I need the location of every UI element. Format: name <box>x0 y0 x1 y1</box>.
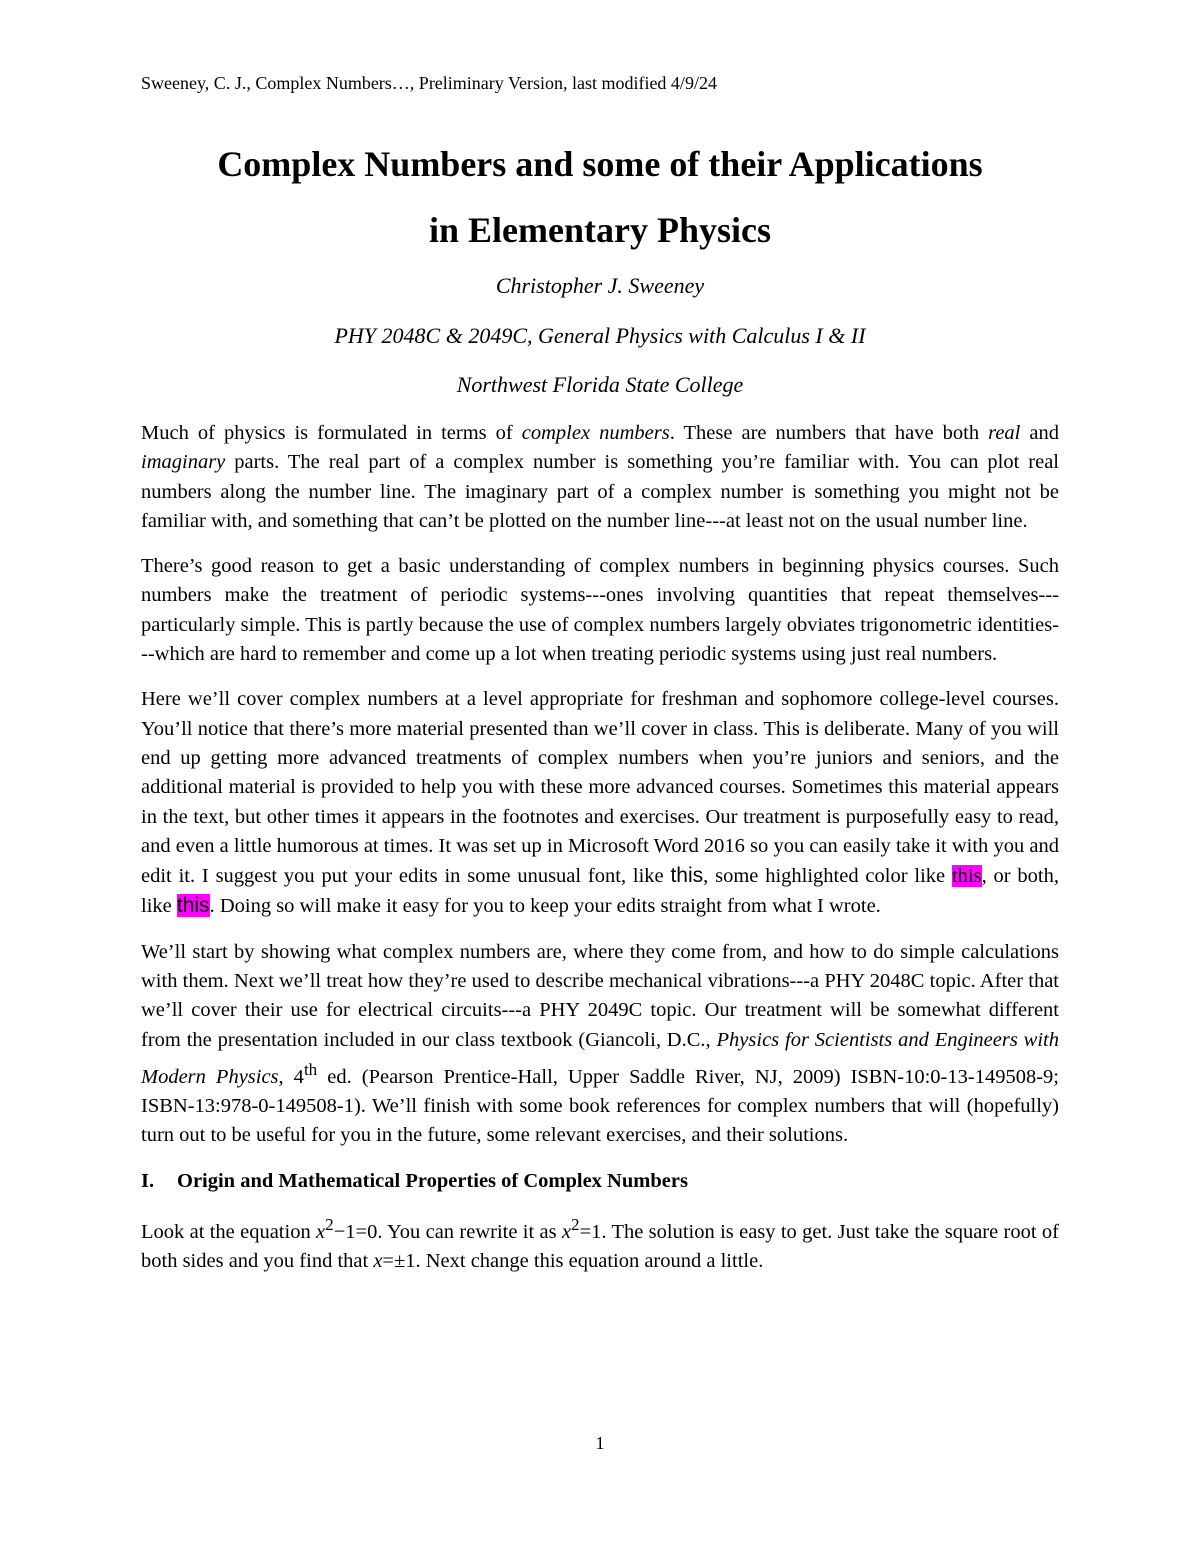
text: , 4 <box>278 1065 304 1088</box>
section-title: Origin and Mathematical Properties of Complex Numbers <box>177 1169 688 1192</box>
math-var: x <box>373 1250 383 1273</box>
page-number: 1 <box>595 1433 605 1453</box>
emphasis: complex numbers <box>521 422 670 444</box>
paragraph-5 <box>141 1210 1059 1276</box>
text: Here we’ll cover complex numbers at a level appropriate for freshman and sophomore college-level courses. You’ll notice that there’s more material presented than we’ll cover in class. This is deliberate. Many of you will end up getting more advanced treatments of complex numbers when you’re juniors and seniors, and the additional material is provided to help you with these more advanced courses. Sometimes this material appears in the text, but other times it appears in the footnotes and exercises. Our treatment is purposefully easy to read, and even a little humorous at times. It was set up in Microsoft Word 2016 so you can easily take it with you and edit it. I suggest you put your edits in some unusual font, like <box>141 688 1059 888</box>
text: Look at the equation <box>141 1220 317 1243</box>
paragraph-4 <box>141 938 1059 1151</box>
text: . Doing so will make it easy for you to keep your edits straight from what I wrote. <box>209 895 881 918</box>
text: , or both, like <box>141 865 1059 918</box>
emphasis: real <box>988 422 1021 444</box>
college-line: Northwest Florida State College <box>456 372 744 397</box>
section-number: I. <box>141 1169 155 1192</box>
highlight-sans-example: this <box>176 894 210 918</box>
document-body <box>141 419 1059 1292</box>
emphasis: imaginary <box>141 451 226 474</box>
math-rest: =±1 <box>382 1250 416 1273</box>
paragraph-2: There’s good reason to get a basic understanding of complex numbers in beginning physics courses. Such numbers make the treatment of periodic systems---ones involving quantities that repeat themselves---particularly simple. This is partly because the use of complex numbers largely obviates trigonometric identities---which are hard to remember and come up a lot when treating periodic systems using just real numbers. <box>141 555 1059 666</box>
math-var: x <box>316 1220 326 1243</box>
title-line-2: in Elementary Physics <box>429 210 771 250</box>
title-line-1: Complex Numbers and some of their Applications <box>217 144 983 184</box>
text: We’ll start by showing what complex numbers are, where they come from, and how to do simple calculations with them. Next we’ll treat how they’re used to describe mechanical vibrations---a PHY 2048C topic. After that we’ll cover their use for electrical circuits---a PHY 2049C topic. Our treatment will be somewhat different from the presentation included in our class textbook (Giancoli, D.C., <box>141 940 1059 1051</box>
paragraph-3 <box>141 685 1059 921</box>
course-line: PHY 2048C & 2049C, General Physics with Calculus I & II <box>334 323 866 348</box>
section-heading <box>141 1167 1059 1196</box>
superscript: th <box>303 1059 318 1079</box>
text: . You can rewrite it as <box>377 1220 562 1243</box>
paragraph-1 <box>141 419 1059 536</box>
text: . The solution is easy to get. Just take the square root of both sides and you find that <box>141 1220 1059 1273</box>
sans-font-example: this <box>670 864 704 888</box>
math-exponent: 2 <box>571 1214 580 1234</box>
text: Much of physics is formulated in terms of <box>141 422 522 444</box>
book-title: Physics for Scientists and Engineers with Modern Physics <box>141 1028 1059 1088</box>
text: , some highlighted color like <box>703 865 952 888</box>
math-exponent: 2 <box>325 1214 334 1234</box>
author: Christopher J. Sweeney <box>495 273 705 298</box>
text: parts. The real part of a complex number is something you’re familiar with. You can plot real numbers along the number line. The imaginary part of a complex number is something you might not be familiar with, and something that can’t be plotted on the number line---at least not on the usual number line. <box>141 451 1059 532</box>
text: ed. (Pearson Prentice-Hall, Upper Saddle River, NJ, 2009) ISBN-10:0-13-149508-9; ISBN-13:978-0-149508-1). We’ll finish with some book references for complex numbers that will (hopefully) turn out to be useful for you in the future, some relevant exercises, and their solutions. <box>141 1065 1059 1147</box>
math-var: x <box>561 1220 572 1243</box>
text: . These are numbers that have both <box>669 422 989 444</box>
math-rest: −1=0 <box>333 1220 378 1243</box>
highlight-example: this <box>951 865 982 888</box>
running-header: Sweeney, C. J., Complex Numbers…, Preliminary Version, last modified 4/9/24 <box>141 73 717 93</box>
math-rest: =1 <box>579 1220 602 1243</box>
text: . Next change this equation around a little. <box>415 1250 764 1273</box>
text: and <box>1020 422 1059 444</box>
